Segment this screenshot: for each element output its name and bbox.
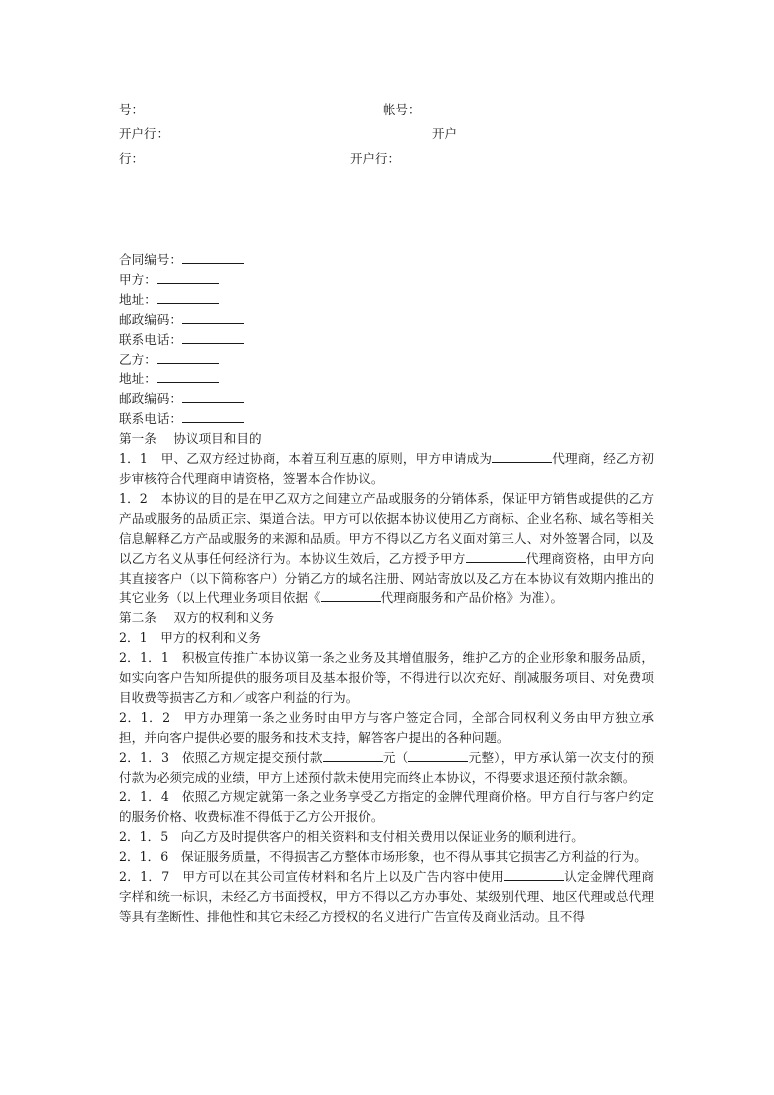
phone-b-row	[119, 409, 654, 429]
party-a-blank	[157, 270, 219, 284]
clause-2-1-7-blank	[504, 867, 564, 881]
phone-b-label: 联系电话：	[119, 411, 182, 427]
phone-b-blank	[182, 409, 244, 423]
address-b-blank	[157, 369, 219, 383]
clause-1-2	[119, 489, 654, 608]
phone-a-label: 联系电话：	[119, 331, 182, 347]
clause-1-2-text-c: 代理商服务和产品价格》为准）。	[380, 590, 564, 606]
address-a-label: 地址：	[119, 291, 157, 307]
section-2-1: 2．1 甲方的权利和义务	[119, 630, 261, 646]
clause-2-1-7-text-b: 认定金牌代理商字样和统一标识，未经乙方书面授权，甲方不得以乙方办事处、某级别代理、地区代理或总代理等具有垄断性、排他性和其它未经乙方授权的名义进行广告宣传及商业活动。且不得	[119, 869, 654, 924]
header-line3-right: 开户行：	[350, 151, 401, 166]
article1-title: 第一条 协议项目和目的	[119, 431, 262, 447]
header-line3-left: 行：	[119, 151, 145, 166]
clause-2-1-3-blank-2	[408, 748, 468, 762]
address-b-row	[119, 369, 654, 389]
contract-no-row	[119, 250, 654, 270]
clause-1-2-blank-1	[466, 549, 526, 563]
party-a-row	[119, 270, 654, 290]
postcode-a-row	[119, 310, 654, 330]
clause-2-1-6: 2．1．6 保证服务质量，不得损害乙方整体市场形象，也不得从事其它损害乙方利益的行为。	[119, 849, 647, 865]
address-a-blank	[157, 290, 219, 304]
clause-2-1-7-text-a: 2．1．7 甲方可以在其公司宣传材料和名片上以及广告内容中使用	[119, 869, 504, 885]
clause-2-1-7	[119, 867, 654, 927]
party-b-label: 乙方：	[119, 351, 157, 367]
clause-1-1-text-b: 代理商，经乙方初步审核符合代理商申请资格，签署本合作协议。	[119, 451, 655, 486]
clause-2-1-3-text-b: 元（	[382, 749, 409, 765]
address-a-row	[119, 290, 654, 310]
clause-2-1-3	[119, 748, 654, 788]
clause-2-1-4: 2．1．4 依照乙方规定就第一条之业务享受乙方指定的金牌代理商价格。甲方自行与客户约定的服务价格、收费标准不得低于乙方公开报价。	[119, 789, 654, 825]
header-line2-left: 开户行：	[119, 126, 170, 141]
article2-title: 第二条 双方的权利和义务	[119, 610, 275, 626]
clause-1-2-text-b: 代理商资格，由甲方向其直接客户（以下简称客户）分销乙方的域名注册、网站寄放以及乙方在本协议有效期内推出的其它业务（以上代理业务项目依据《	[119, 550, 655, 606]
postcode-b-label: 邮政编码：	[119, 391, 182, 407]
clause-1-2-text-a: 1．2 本协议的目的是在甲乙双方之间建立产品或服务的分销体系，保证甲方销售或提供的乙方产品或服务的品质正宗、渠道合法。甲方可以依据本协议使用乙方商标、企业名称、域名等相关信息解释乙方产品或服务的来源和品质。甲方不得以乙方名义面对第三人、对外签署合同，以及以乙方名义从事任何经济行为。本协议生效后，乙方授予甲方	[119, 490, 654, 566]
clause-1-2-blank-2	[321, 588, 381, 602]
header-line1-right: 帐号：	[383, 102, 421, 117]
clause-1-1-blank	[492, 449, 552, 463]
clause-2-1-1: 2．1．1 积极宣传推广本协议第一条之业务及其增值服务，维护乙方的企业形象和服务品质，如实向客户告知所提供的服务项目及基本报价等，不得进行以次充好、削减服务项目、对免费项目收费等损害乙方和／或客户利益的行为。	[119, 650, 654, 705]
contract-body	[119, 250, 654, 927]
header-line2-right: 开户	[432, 126, 458, 141]
phone-a-blank	[182, 330, 244, 344]
party-b-blank	[157, 350, 219, 364]
clause-1-1	[119, 449, 654, 489]
party-b-row	[119, 350, 654, 370]
address-b-label: 地址：	[119, 371, 157, 387]
contract-no-blank	[182, 250, 244, 264]
postcode-b-blank	[182, 389, 244, 403]
clause-2-1-3-text-a: 2．1．3 依照乙方规定提交预付款	[119, 749, 323, 765]
party-a-label: 甲方：	[119, 271, 157, 287]
postcode-b-row	[119, 389, 654, 409]
clause-1-1-text-a: 1．1 甲、乙双方经过协商，本着互利互惠的原则，甲方申请成为	[119, 451, 493, 467]
phone-a-row	[119, 330, 654, 350]
clause-2-1-3-blank-1	[323, 748, 383, 762]
clause-2-1-5: 2．1．5 向乙方及时提供客户的相关资料和支付相关费用以保证业务的顺利进行。	[119, 829, 584, 845]
header-line1-left: 号：	[119, 102, 145, 117]
postcode-a-label: 邮政编码：	[119, 311, 182, 327]
clause-2-1-2: 2．1．2 甲方办理第一条之业务时由甲方与客户签定合同，全部合同权利义务由甲方独立承担，并向客户提供必要的服务和技术支持，解答客户提出的各种问题。	[119, 709, 654, 745]
contract-no-label: 合同编号：	[119, 252, 182, 267]
clause-2-1-3-text-c: 元整），甲方承认第一次支付的预付款为必须完成的业绩，甲方上述预付款未使用完而终止本协议，不得要求退还预付款余额。	[119, 749, 655, 785]
postcode-a-blank	[182, 310, 244, 324]
